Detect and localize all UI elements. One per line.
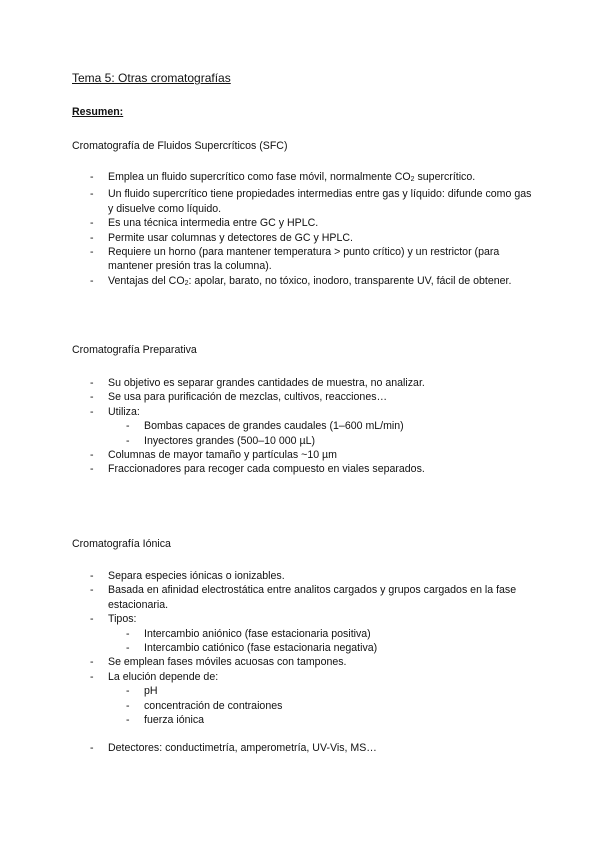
list-item: - Tipos: - Intercambio aniónico (fase estacionaria positiva) - Intercambio catiónico (fase estacionaria negativa) — [72, 612, 532, 655]
sub-list-item: - concentración de contraiones — [108, 699, 532, 713]
list-item: - Se emplean fases móviles acuosas con tampones. — [72, 655, 532, 669]
tipos-sublist — [108, 627, 532, 656]
summary-label: Resumen: — [72, 106, 124, 118]
list-item: - Es una técnica intermedia entre GC y HPLC. — [72, 216, 532, 230]
sub-list-item: - Intercambio catiónico (fase estacionaria negativa) — [108, 641, 532, 655]
list-item: - Basada en afinidad electrostática entre analitos cargados y grupos cargados en la fase estacionaria. — [72, 583, 532, 612]
list-item: - La elución depende de: - pH - concentración de contraiones - fuerza iónica — [72, 670, 532, 728]
ionica-list — [72, 569, 532, 756]
sfc-list — [72, 170, 532, 291]
section-heading: Cromatografía de Fluidos Supercríticos (SFC) — [72, 140, 288, 152]
preparativa-list — [72, 376, 532, 477]
section-heading: Cromatografía Preparativa — [72, 344, 197, 356]
sub-list-item: - Bombas capaces de grandes caudales (1–600 mL/min) — [108, 419, 532, 433]
section-sfc — [72, 139, 532, 291]
sub-list-item: - fuerza iónica — [108, 713, 532, 727]
sub-list-item: - Intercambio aniónico (fase estacionaria positiva) — [108, 627, 532, 641]
sub-list-item: - pH — [108, 684, 532, 698]
section-preparativa — [72, 343, 532, 477]
list-item: - Fraccionadores para recoger cada compuesto en viales separados. — [72, 462, 532, 476]
section-ionica — [72, 537, 532, 756]
list-item: - Ventajas del $CO_2$: apolar, barato, no tóxico, inodoro, transparente UV, fácil de obtener. — [72, 274, 532, 291]
section-heading: Cromatografía Iónica — [72, 538, 171, 550]
list-item: - Separa especies iónicas o ionizables. — [72, 569, 532, 583]
sub-list-item: - Inyectores grandes (500–10 000 µL) — [108, 434, 532, 448]
list-item: - Un fluido supercrítico tiene propiedades intermedias entre gas y líquido: difunde como gas y disuelve como líquido. — [72, 187, 532, 216]
utiliza-sublist — [108, 419, 532, 448]
document-title: Tema 5: Otras cromatografías — [72, 71, 231, 85]
elucion-sublist — [108, 684, 532, 727]
list-item: - Detectores: conductimetría, amperometría, UV-Vis, MS… — [72, 741, 532, 755]
list-item: - Emplea un fluido supercrítico como fase móvil, normalmente $CO_2$ supercrítico. — [72, 170, 532, 187]
list-item: - Permite usar columnas y detectores de GC y HPLC. — [72, 231, 532, 245]
list-item: - Utiliza: - Bombas capaces de grandes caudales (1–600 mL/min) - Inyectores grandes (500–10 000 µL) — [72, 405, 532, 448]
list-item: - Columnas de mayor tamaño y partículas ~10 µm — [72, 448, 532, 462]
list-item: - Se usa para purificación de mezclas, cultivos, reacciones… — [72, 390, 532, 404]
list-item: - Su objetivo es separar grandes cantidades de muestra, no analizar. — [72, 376, 532, 390]
list-item: - Requiere un horno (para mantener temperatura > punto crítico) y un restrictor (para mantener presión tras la columna). — [72, 245, 532, 274]
